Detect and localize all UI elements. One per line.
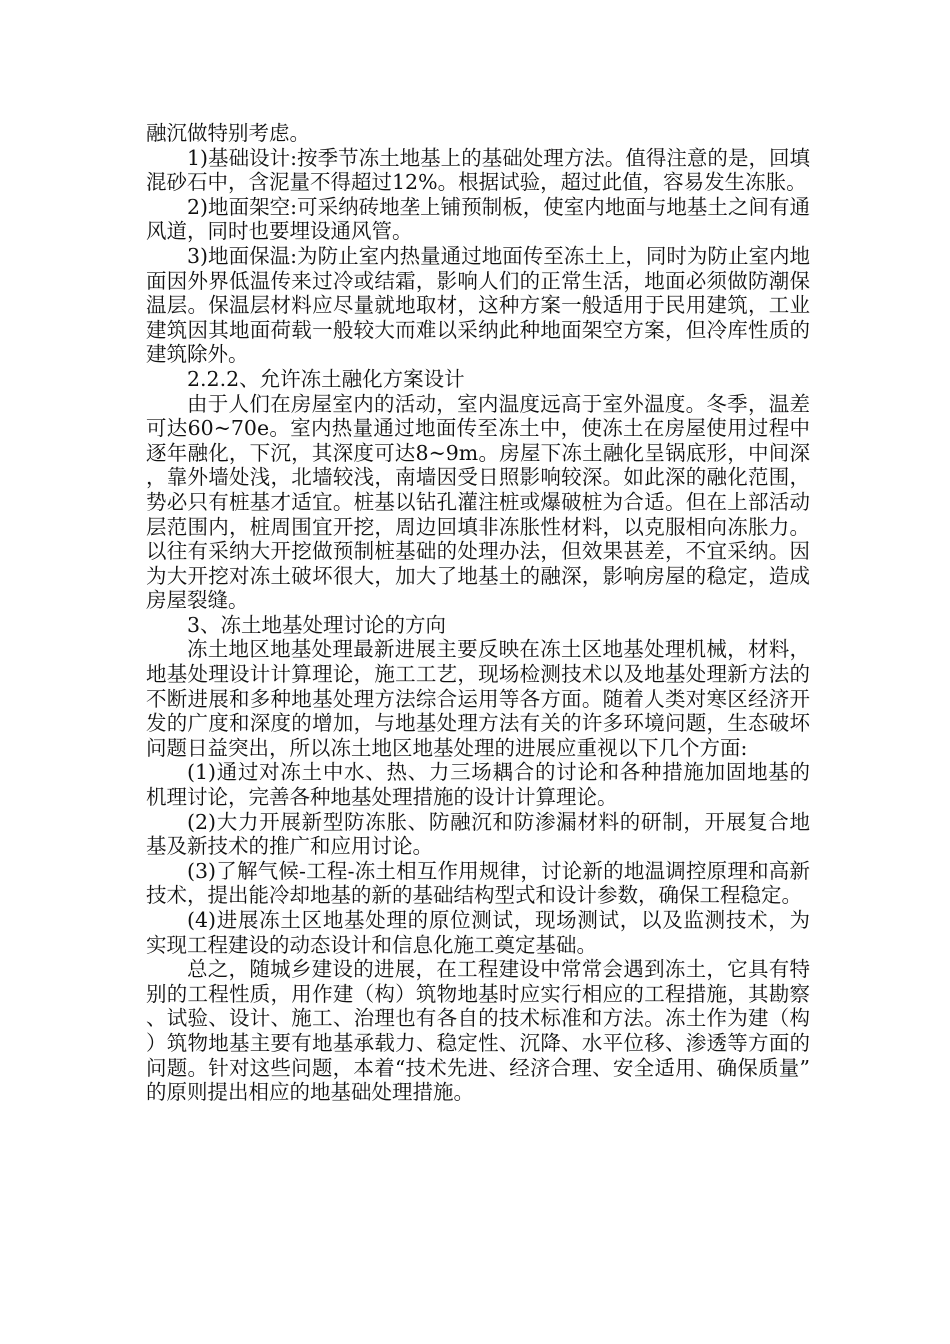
- paragraph-raised-floor: 2)地面架空:可采纳砖地垄上铺预制板，使室内地面与地基土之间有通风道，同时也要埋设通风管。: [146, 194, 810, 244]
- list-item-1: (1)通过对冻土中水、热、力三场耦合的讨论和各种措施加固地基的机理讨论，完善各种地基处理措施的设计计算理论。: [146, 760, 810, 810]
- paragraph-thaw-design: 由于人们在房屋室内的活动，室内温度远高于室外温度。冬季，温差可达60~70e。室内热量通过地面传至冻土中，使冻土在房屋使用过程中逐年融化，下沉，其深度可达8~9m。房屋下冻土融化呈锅底形，中间深，靠外墙处浅，北墙较浅，南墙因受日照影响较深。如此深的融化范围，势必只有桩基才适宜。桩基以钻孔灌注桩或爆破桩为合适。但在上部活动层范围内，桩周围宜开挖，周边回填非冻胀性材料，以克服相向冻胀力。以往有采纳大开挖做预制桩基础的处理办法，但效果甚差，不宜采纳。因为大开挖对冻土破坏很大，加大了地基土的融深，影响房屋的稳定，造成房屋裂缝。: [146, 391, 810, 613]
- list-item-4: (4)进展冻土区地基处理的原位测试，现场测试，以及监测技术，为实现工程建设的动态设计和信息化施工奠定基础。: [146, 908, 810, 957]
- paragraph-foundation-design: 1)基础设计:按季节冻土地基上的基础处理方法。值得注意的是，回填混砂石中，含泥量不得超过12%。根据试验，超过此值，容易发生冻胀。: [146, 145, 810, 195]
- list-item-2: (2)大力开展新型防冻胀、防融沉和防渗漏材料的研制，开展复合地基及新技术的推广和应用讨论。: [146, 809, 810, 859]
- paragraph-conclusion: 总之，随城乡建设的进展，在工程建设中常常会遇到冻土，它具有特别的工程性质，用作建（构）筑物地基时应实行相应的工程措施，其勘察、试验、设计、施工、治理也有各自的技术标准和方法。冻土作为建（构）筑物地基主要有地基承载力、稳定性、沉降、水平位移、渗透等方面的问题。针对这些问题，本着“技术先进、经济合理、安全适用、确保质量”的原则提出相应的地基础处理措施。: [146, 957, 810, 1105]
- section-heading-2-2-2: 2.2.2、允许冻土融化方案设计: [187, 366, 465, 391]
- paragraph-research-direction: 冻土地区地基处理最新进展主要反映在冻土区地基处理机械，材料，地基处理设计计算理论，施工工艺，现场检测技术以及地基处理新方法的不断进展和多种地基处理方法综合运用等各方面。随着人类对寒区经济开发的广度和深度的增加，与地基处理方法有关的许多环境问题，生态破坏问题日益突出，所以冻土地区地基处理的进展应重视以下几个方面:: [146, 637, 810, 760]
- list-item-3: (3)了解气候-工程-冻土相互作用规律，讨论新的地温调控原理和高新技术，提出能冷却地基的新的基础结构型式和设计参数，确保工程稳定。: [146, 858, 810, 908]
- document-body: [146, 121, 810, 1105]
- paragraph-floor-insulation: 3)地面保温:为防止室内热量通过地面传至冻土上，同时为防止室内地面因外界低温传来过冷或结霜，影响人们的正常生活，地面必须做防潮保温层。保温层材料应尽量就地取材，这种方案一般适用于民用建筑，工业建筑因其地面荷载一般较大而难以采纳此种地面架空方案，但冷库性质的建筑除外。: [146, 243, 810, 367]
- paragraph-continuation: 融沉做特别考虑。: [146, 121, 310, 145]
- section-heading-3: 3、冻土地基处理讨论的方向: [187, 612, 447, 637]
